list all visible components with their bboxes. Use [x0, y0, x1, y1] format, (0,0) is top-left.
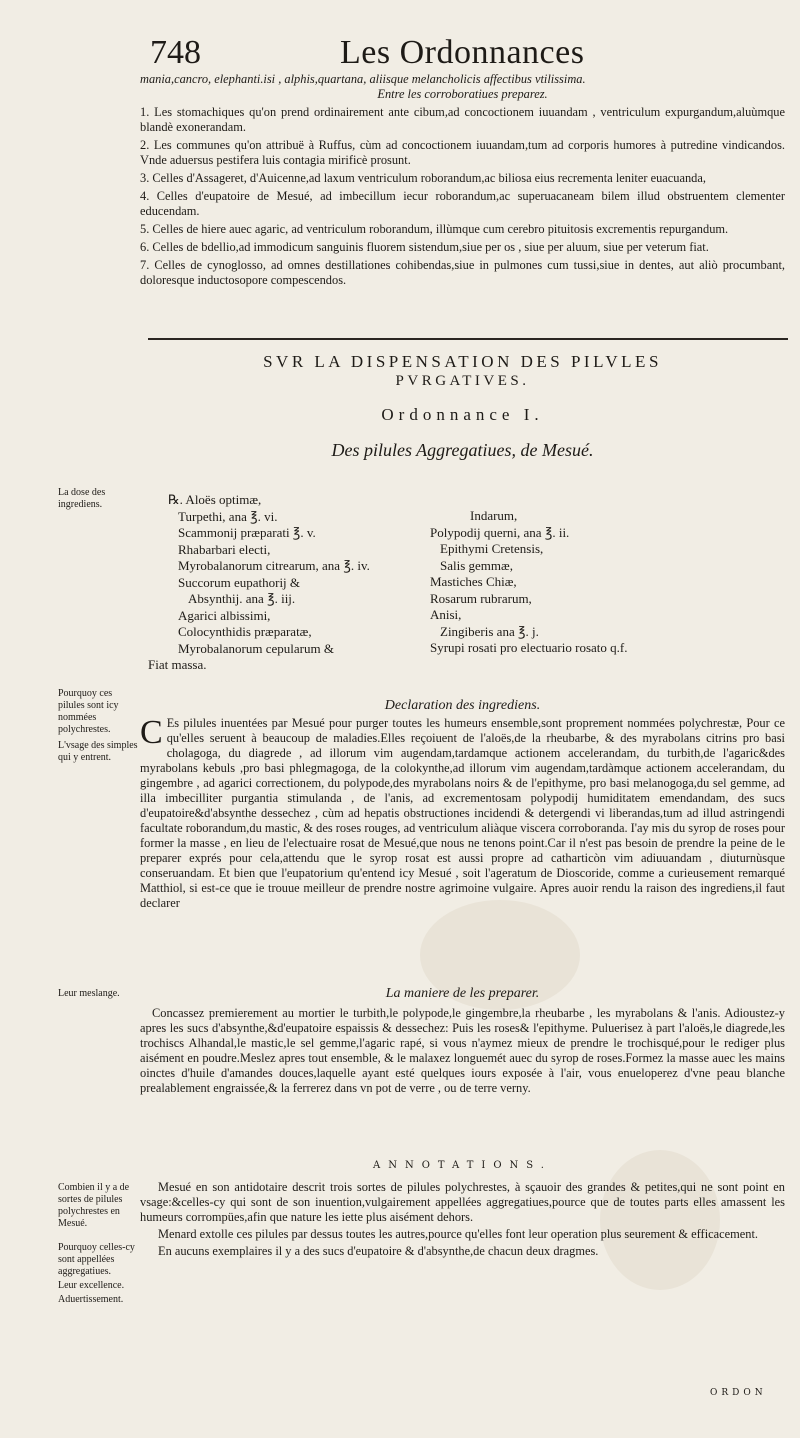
- continued-line: mania,cancro, elephanti.isi , alphis,quartana, aliisque melancholicis affectibus vtilissima.: [140, 72, 586, 86]
- recipe-line: Rosarum rubrarum,: [430, 590, 532, 606]
- recipe-line: Myrobalanorum citrearum, ana ℥. iv.: [178, 558, 370, 573]
- section-title: SVR LA DISPENSATION DES PILVLES: [263, 352, 662, 371]
- recipe-line: Agarici albissimi,: [178, 607, 271, 623]
- margin-note-polychrestes: Pourquoy ces pilules sont icy nommées polychrestes.: [58, 688, 119, 735]
- annotations-block: [140, 1180, 785, 1259]
- recipe-right-column: [430, 508, 627, 657]
- recipe-line: Epithymi Cretensis,: [440, 541, 544, 556]
- margin-note-aduertissement: Aduertissement.: [58, 1294, 124, 1305]
- margin-note-meslange: Leur meslange.: [58, 988, 120, 999]
- running-title: Les Ordonnances: [340, 34, 585, 71]
- list-item: 3. Celles d'Assageret, d'Auicenne,ad laxum ventriculum roborandum,ac biliosa eius recrementa leniter euacuanda,: [140, 171, 706, 185]
- drop-cap: C: [140, 714, 163, 751]
- recipe-line: Absynthij. ana ℥. iij.: [188, 591, 296, 606]
- list-item: 6. Celles de bdellio,ad immodicum sanguinis fluorem sistendum,siue per os , siue per aluum, siue per veterum fiat.: [140, 240, 709, 254]
- preparation-heading: La maniere de les preparer.: [385, 986, 540, 1001]
- recipe-line: Fiat massa.: [148, 657, 207, 672]
- annotations-title: ANNOTATIONS.: [373, 1160, 552, 1171]
- recipe-line: Anisi,: [430, 607, 462, 622]
- page-number: 748: [150, 34, 201, 71]
- recipe-line: Indarum,: [470, 508, 518, 523]
- margin-note-dose: La dose des ingrediens.: [58, 487, 106, 510]
- recipe-line: Polypodij querni, ana ℥. ii.: [430, 524, 570, 540]
- list-item: 7. Celles de cynoglosso, ad omnes destillationes cohibendas,siue in pulmones cum tussi,siue in dentes, aut aliò procumbant, doloresque inductosopore compescendos.: [140, 258, 785, 287]
- recipe-line: Colocynthidis præparatæ,: [178, 624, 312, 639]
- recipe-line: Mastiches Chiæ,: [430, 574, 517, 589]
- catchword: ORDON: [710, 1388, 767, 1398]
- recipe-line: Succorum eupathorij &: [178, 574, 301, 590]
- list-item: 4. Celles d'eupatoire de Mesué, ad imbecillum iecur roborandum,ac superuacaneam bilem illud obstruentem clementer educendam.: [140, 189, 785, 218]
- preparation-text: Concassez premierement au mortier le turbith,le polypode,le gingembre,la rheubarbe , les myrabolans & l'anis. Adioustez-y apres les sucs d'absynthe,&d'eupatoire espaissis & dessechez: Puis les roses& l'epithyme. Puluerisez à part l'aloës,le diagrede,les trochiscs Alhandal,le mastic,le sel gemme,l'agaric rapé, si vous n'aymez mieux de prendre le trochisqué,pour le rediger plus aisément en poudre.Meslez apres tout ensemble, & le malaxez longuemét auec du syrop de roses.Formez la masse auec les mains oinctes d'huile d'amandes douces,laquelle ayant esté quelques iours exposée à l'air, vous enueloperez d'vne peau blanche prealablement engraissée,& la ferrerez dans vn pot de verre , ou de terre verny.: [140, 1006, 785, 1095]
- declaration-heading: Declaration des ingrediens.: [384, 698, 541, 713]
- ordonnance-subtitle: Des pilules Aggregatiues, de Mesué.: [331, 440, 594, 460]
- recipe-line: Zingiberis ana ℥. j.: [440, 623, 539, 639]
- margin-note-sortes: Combien il y a de sortes de pilules polychrestes en Mesué.: [58, 1182, 130, 1229]
- margin-note-aggregatiues: Pourquoy celles-cy sont appellées aggregatiues.: [58, 1242, 135, 1277]
- section-title-2: PVRGATIVES.: [395, 373, 530, 389]
- recipe-line: Salis gemmæ,: [440, 557, 513, 573]
- list-item: 1. Les stomachiques qu'on prend ordinairement ante cibum,ad concoctionem iuuandam , ventriculum expurgandum,aluùmque blandè exonerandam.: [140, 105, 785, 134]
- recipe-line: Myrobalanorum cepularum &: [178, 640, 334, 656]
- margin-note-usage: L'vsage des simples qui y entrent.: [58, 740, 138, 763]
- top-block: [140, 72, 785, 288]
- margin-note-excellence: Leur excellence.: [58, 1280, 125, 1291]
- recipe-line: Scammonij præparati ℥. v.: [178, 525, 316, 540]
- recipe-line: ℞. Aloës optimæ,: [168, 492, 262, 507]
- page-header: [0, 34, 800, 74]
- declaration-block: [140, 716, 785, 911]
- annotation-paragraph: Menard extolle ces pilules par dessus toutes les autres,pource qu'elles font leur operation plus seurement & efficacement.: [158, 1227, 759, 1241]
- list-item: 2. Les communes qu'on attribuë à Ruffus, cùm ad concoctionem iuuandam,tum ad corporis humores à putredine vindicandos. Vnde aduersus pestifera luis contagia mirificè prosunt.: [140, 138, 785, 167]
- annotation-paragraph: En aucuns exemplaires il y a des sucs d'eupatoire & d'absynthe,de chacun deux dragmes.: [158, 1244, 599, 1258]
- annotation-paragraph: Mesué en son antidotaire descrit trois sortes de pilules polychrestes, à sçauoir des grandes & petites,qui ne sont point en vsage:&celles-cy qui sont de son inuention,vulgairement appellées aggregatiues,pource que de toutes parts elles amassent les humeurs corrompües,afin que nature les iette plus aisément dehors.: [140, 1180, 785, 1224]
- recipe-line: Turpethi, ana ℥. vi.: [178, 508, 278, 524]
- subheading: Entre les corroboratiues preparez.: [377, 87, 548, 101]
- recipe-left-column: [148, 492, 370, 674]
- declaration-text: Es pilules inuentées par Mesué pour purger toutes les humeurs ensemble,sont proprement nommées polychrestæ, Pour ce qu'elles seruent à beaucoup de maladies.Elles reçoiuent de l'aloës,de la rheubarbe, & des myrabolans citrins pro basi cholagoga, du diagrede , ad illorum vim augendam,tardamque actionem accelerandam, du turbith,de l'agaric&des myrabolans kebuls ,pro basi phlegmagoga, de la colokynthe,ad illorum vim augendam,tardàmque actionem accelerandam, du gingembre , ad agarici correctionem, du polypode,des myrabolans noirs & de l'epithyme, pro basi melanogoga,du sel gemme, ad illa imbecilliter purgantia stimulanda , de l'anis, ad excrementosam polypodij humiditatem emendandam, des sucs d'eupatoire&d'absynthe dessechez , cùm ad hepatis obstructiones incidendi & detergendi vi liberandas,tum ad illud astringendi facultate roborandum,du mastic, & des roses rouges, ad ventriculum aliàque viscera corroboranda. I'ay mis du syrop de roses pour former la masse , en lieu de l'electuaire rosat de Mesué,que nous ne tenons point.Car il n'est pas besoin de prendre la peine de le preparer exprés pour cela,attendu que le syrop rosat est aussi propre ad catharticòn vim adiuuandam , diuturnùsque conseruandam. Et bien que l'eupatorium qu'entend icy Mesué , soit l'ageratum de Dioscoride, comme a curieusement remarqué Matthiol, si est-ce que ie trouue meilleur de prendre nostre agrimoine vulgaire. Apres auoir rendu la raison des ingrediens,il faut declarer: [140, 716, 785, 910]
- preparation-block: [140, 1006, 785, 1096]
- ordonnance-title: Ordonnance I.: [381, 405, 544, 424]
- list-item: 5. Celles de hiere auec agaric, ad ventriculum roborandum, illùmque cum cerebro pituitosis excrementis repurgandum.: [140, 222, 729, 236]
- recipe-line: Rhabarbari electi,: [178, 541, 271, 557]
- recipe-line: Syrupi rosati pro electuario rosato q.f.: [430, 640, 628, 655]
- divider-rule: [148, 338, 788, 340]
